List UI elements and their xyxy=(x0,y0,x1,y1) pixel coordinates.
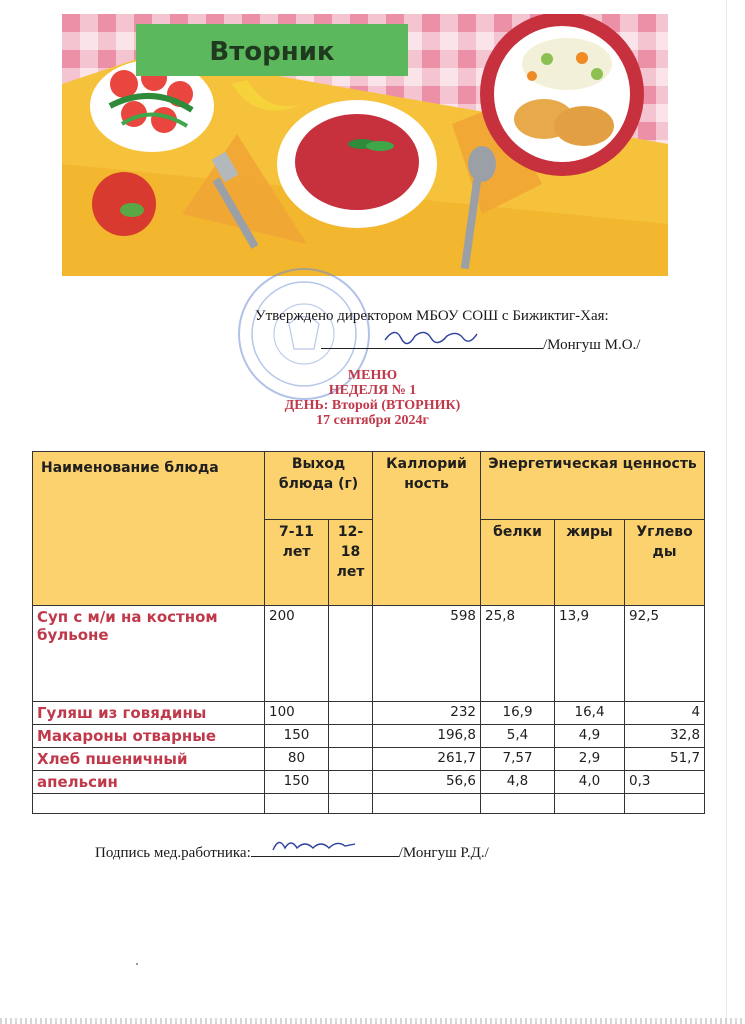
menu-heading xyxy=(0,368,745,428)
director-signature-line xyxy=(321,334,543,349)
table-row xyxy=(33,725,705,748)
fats-value: 16,4 xyxy=(555,702,625,725)
main-dish-illustration xyxy=(480,14,644,176)
approval-block xyxy=(255,306,695,355)
table-row xyxy=(33,748,705,771)
output-7-11: 150 xyxy=(265,725,329,748)
table-row xyxy=(33,771,705,794)
day-label xyxy=(136,24,408,76)
day-title: Вторник xyxy=(209,37,335,67)
dish-name: Суп с м/и на костном бульоне xyxy=(33,606,265,702)
menu-title: МЕНЮ xyxy=(347,368,398,383)
carbs-value: 92,5 xyxy=(625,606,705,702)
fats-value: 4,0 xyxy=(555,771,625,794)
header-calories: Каллорий ность xyxy=(373,452,481,606)
scan-edge xyxy=(726,0,727,1024)
output-12-18 xyxy=(329,771,373,794)
dish-name: Хлеб пшеничный xyxy=(33,748,265,771)
empty-row xyxy=(33,794,705,814)
medical-signature xyxy=(269,834,359,854)
week-number: НЕДЕЛЯ № 1 xyxy=(328,383,417,398)
carbs-value: 4 xyxy=(625,702,705,725)
carbs-value: 0,3 xyxy=(625,771,705,794)
calories-value: 598 xyxy=(373,606,481,702)
dish-name: Макароны отварные xyxy=(33,725,265,748)
director-name: /Монгуш М.О./ xyxy=(543,337,641,353)
table-row xyxy=(33,606,705,702)
fats-value: 4,9 xyxy=(555,725,625,748)
proteins-value: 5,4 xyxy=(481,725,555,748)
soup-bowl-illustration xyxy=(277,100,437,228)
output-12-18 xyxy=(329,702,373,725)
proteins-value: 16,9 xyxy=(481,702,555,725)
medical-worker-signature-block xyxy=(95,842,489,862)
output-12-18 xyxy=(329,725,373,748)
tomato-illustration xyxy=(92,172,156,236)
header-carbs: Углево ды xyxy=(625,520,705,606)
table-row xyxy=(33,702,705,725)
header-energy-value: Энергетическая ценность xyxy=(481,452,705,520)
output-7-11: 80 xyxy=(265,748,329,771)
calories-value: 196,8 xyxy=(373,725,481,748)
header-proteins: белки xyxy=(481,520,555,606)
scan-speck xyxy=(136,963,138,965)
output-12-18 xyxy=(329,606,373,702)
header-output: Выход блюда (г) xyxy=(265,452,373,520)
header-dish-name: Наименование блюда xyxy=(33,452,265,606)
proteins-value: 25,8 xyxy=(481,606,555,702)
approval-text: Утверждено директором МБОУ СОШ с Бижиктиг-Хая: xyxy=(255,308,609,324)
menu-table xyxy=(32,451,705,814)
proteins-value: 4,8 xyxy=(481,771,555,794)
dish-name: апельсин xyxy=(33,771,265,794)
signature-label: Подпись мед.работника: xyxy=(95,845,251,861)
header-age-12-18: 12- 18 лет xyxy=(329,520,373,606)
carbs-value: 32,8 xyxy=(625,725,705,748)
calories-value: 232 xyxy=(373,702,481,725)
scan-bottom-artifact xyxy=(0,1018,745,1024)
director-signature xyxy=(381,324,481,346)
output-12-18 xyxy=(329,748,373,771)
medical-signature-line xyxy=(251,842,399,857)
output-7-11: 200 xyxy=(265,606,329,702)
header-fats: жиры xyxy=(555,520,625,606)
dish-name: Гуляш из говядины xyxy=(33,702,265,725)
carbs-value: 51,7 xyxy=(625,748,705,771)
menu-date: 17 сентября 2024г xyxy=(316,413,429,428)
proteins-value: 7,57 xyxy=(481,748,555,771)
calories-value: 56,6 xyxy=(373,771,481,794)
output-7-11: 150 xyxy=(265,771,329,794)
fats-value: 2,9 xyxy=(555,748,625,771)
menu-banner xyxy=(62,14,668,276)
output-7-11: 100 xyxy=(265,702,329,725)
fats-value: 13,9 xyxy=(555,606,625,702)
medical-worker-name: /Монгуш Р.Д./ xyxy=(398,845,489,861)
calories-value: 261,7 xyxy=(373,748,481,771)
day-name: ДЕНЬ: Второй (ВТОРНИК) xyxy=(284,398,461,413)
header-age-7-11: 7-11 лет xyxy=(265,520,329,606)
